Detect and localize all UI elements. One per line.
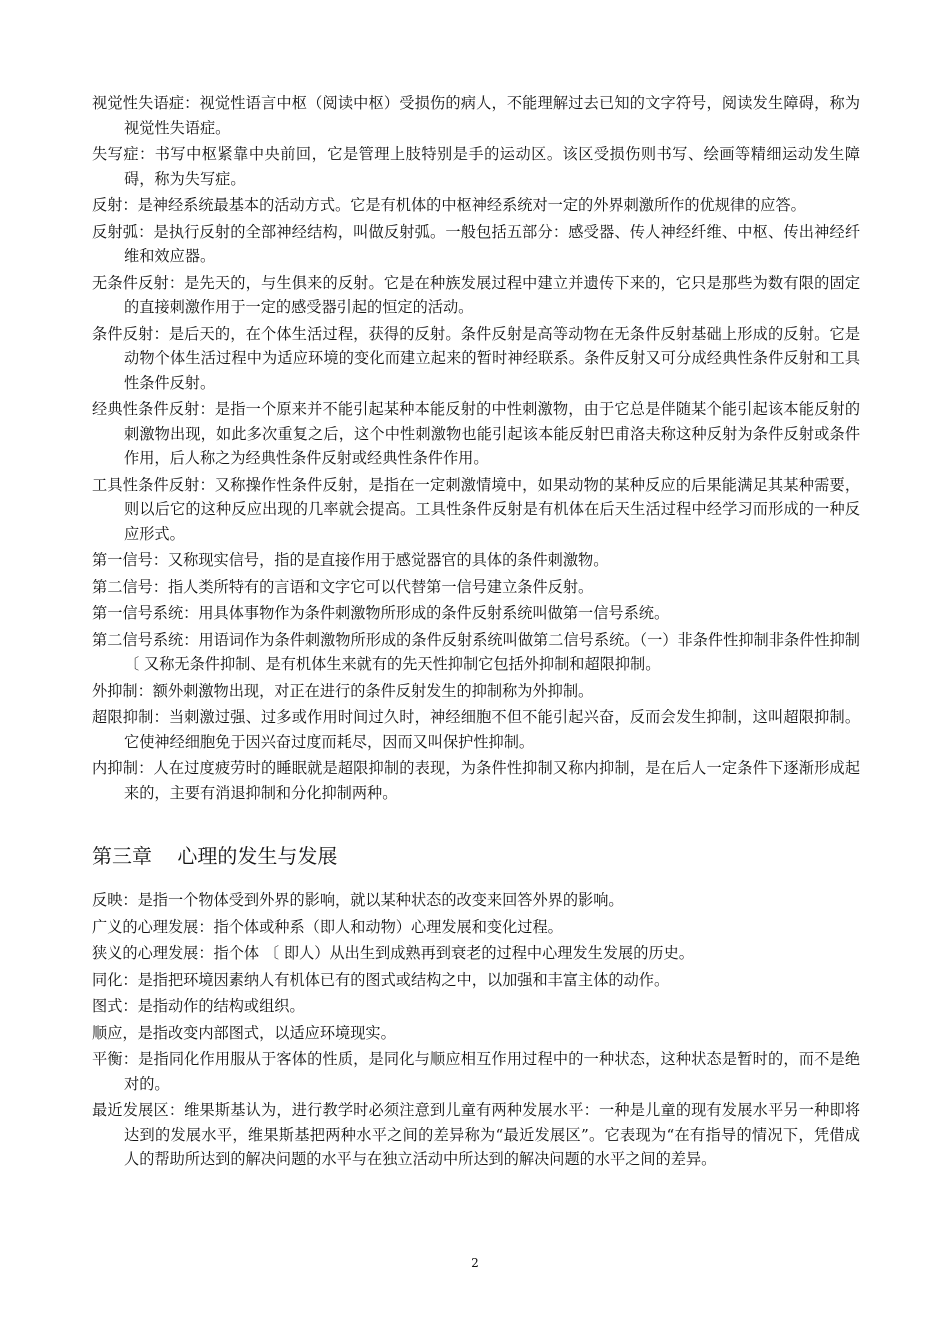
chapter-heading: 第三章 心理的发生与发展 (92, 844, 338, 868)
glossary-entry-reflex: 反射：是神经系统最基本的活动方式。它是有机体的中枢神经系统对一定的外界刺激所作的优规律的应答。 (92, 196, 806, 214)
glossary-entry-unconditioned-reflex: 无条件反射：是先天的，与生俱来的反射。它是在种族发展过程中建立并遗传下来的，它只是那些为数有限的固定的直接刺激作用于一定的感受器引起的恒定的活动。 (92, 273, 860, 316)
glossary-entry-classical-conditioning: 经典性条件反射：是指一个原来并不能引起某种本能反射的中性刺激物，由于它总是伴随某个能引起该本能反射的刺激物出现，如此多次重复之后，这个中性刺激物也能引起该本能反射巴甫洛夫称这种反射为条件反射或条件作用，后人称之为经典性条件反射或经典性条件作用。 (92, 400, 860, 467)
glossary-entry-external-inhibition: 外抑制：额外刺激物出现，对正在进行的条件反射发生的抑制称为外抑制。 (92, 681, 594, 700)
glossary-entry-zpd: 最近发展区：维果斯基认为，进行教学时必须注意到儿童有两种发展水平：一种是儿童的现有发展水平另一种即将达到的发展水平，维果斯基把两种水平之间的差异称为“最近发展区”。它表现为“在有指导的情况下，凭借成人的帮助所达到的解决问题的水平与在独立活动中所达到的解决问题的水平之间的差异。 (92, 1101, 860, 1168)
glossary-entry-operant-conditioning: 工具性条件反射：又称操作性条件反射，是指在一定刺激情境中，如果动物的某种反应的后果能满足其某种需要，则以后它的这种反应出现的几率就会提高。工具性条件反射是有机体在后天生活过程中经学习而形成的一种反应形式。 (92, 475, 860, 543)
glossary-entry-equilibrium: 平衡：是指同化作用服从于客体的性质，是同化与顺应相互作用过程中的一种状态，这种状态是暂时的，而不是绝对的。 (92, 1050, 860, 1093)
page-number: 2 (471, 1256, 479, 1270)
glossary-entry-accommodation: 顺应，是指改变内部图式，以适应环境现实。 (92, 1023, 396, 1042)
glossary-entry-transmarginal-inhibition: 超限抑制：当刺激过强、过多或作用时间过久时，神经细胞不但不能引起兴奋，反而会发生抑制，这叫超限抑制。它使神经细胞免于因兴奋过度而耗尽，因而又叫保护性抑制。 (92, 708, 860, 751)
glossary-entry-narrow-development: 狭义的心理发展：指个体 〔 即人）从出生到成熟再到衰老的过程中心理发生发展的历史。 (92, 944, 694, 962)
glossary-entry-conditioned-reflex: 条件反射：是后天的，在个体生活过程，获得的反射。条件反射是高等动物在无条件反射基础上形成的反射。它是动物个体生活过程中为适应环境的变化而建立起来的暂时神经联系。条件反射又可分成经典性条件反射和工具性条件反射。 (92, 324, 860, 392)
glossary-entry-schema: 图式：是指动作的结构或组织。 (92, 997, 305, 1015)
glossary-entry-agraphia: 失写症：书写中枢紧靠中央前回，它是管理上肢特别是手的运动区。该区受损伤则书写、绘画等精细运动发生障碍，称为失写症。 (92, 145, 860, 188)
glossary-entry-visual-aphasia: 视觉性失语症：视觉性语言中枢（阅读中枢）受损伤的病人，不能理解过去已知的文字符号，阅读发生障碍，称为视觉性失语症。 (92, 94, 860, 137)
glossary-section-reflexes (92, 91, 860, 807)
glossary-entry-assimilation: 同化：是指把环境因素纳人有机体已有的图式或结构之中，以加强和丰富主体的动作。 (92, 970, 670, 989)
glossary-section-development (92, 888, 860, 1174)
glossary-entry-broad-development: 广义的心理发展：指个体或种系（即人和动物）心理发展和变化过程。 (92, 917, 563, 936)
glossary-entry-internal-inhibition: 内抑制：人在过度疲劳时的睡眠就是超限抑制的表现，为条件性抑制又称内抑制，是在后人一定条件下逐渐形成起来的，主要有消退抑制和分化抑制两种。 (92, 759, 860, 802)
glossary-entry-first-signal-system: 第一信号系统：用具体事物作为条件刺激物所形成的条件反射系统叫做第一信号系统。 (92, 604, 670, 622)
glossary-entry-reflex-arc: 反射弧：是执行反射的全部神经结构，叫做反射弧。一般包括五部分：感受器、传人神经纤维、中枢、传出神经纤维和效应器。 (92, 222, 860, 265)
glossary-entry-second-signal: 第二信号：指人类所特有的言语和文字它可以代替第一信号建立条件反射。 (92, 577, 594, 596)
glossary-entry-second-signal-system: 第二信号系统：用语词作为条件刺激物所形成的条件反射系统叫做第二信号系统。（一）非条件性抑制非条件性抑制 〔 又称无条件抑制、是有机体生来就有的先天性抑制它包括外抑制和超限抑制。 (92, 630, 860, 673)
glossary-entry-first-signal: 第一信号：又称现实信号，指的是直接作用于感觉器官的具体的条件刺激物。 (92, 551, 609, 569)
glossary-entry-reflection: 反映：是指一个物体受到外界的影响，就以某种状态的改变来回答外界的影响。 (92, 891, 624, 909)
